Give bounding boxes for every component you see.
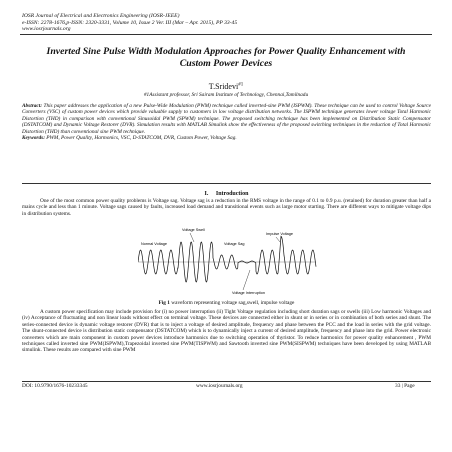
impulse-pointer [276, 237, 280, 242]
header-rule [20, 34, 432, 35]
figure-caption-label: Fig 1 [158, 300, 170, 306]
label-voltage-sag: Voltage Sag [224, 242, 245, 246]
abstract-label: Abstract: [22, 103, 43, 109]
figure-caption [22, 300, 431, 306]
author-line [40, 82, 412, 91]
journal-website[interactable]: www.iosrjournals.org [22, 26, 71, 32]
section-number: I. [204, 191, 209, 197]
footer-website[interactable]: www.iosrjournals.org [196, 383, 243, 389]
footer-page: 33 | Page [395, 383, 415, 389]
footer-rule [22, 381, 431, 382]
author-superscript: #1 [238, 82, 244, 88]
figure-caption-text: waveform representing voltage sag,swell, impulse voltage [169, 300, 295, 306]
journal-name: IOSR Journal of Electrical and Electronics Engineering (IOSR-JEEE) [22, 13, 180, 19]
section-heading [22, 191, 431, 197]
body-paragraph: A custom power specification may include provision for (i) no power interruption (ii) Tight Voltage regulation including short duration sags or swells (iii) Low harmonic Voltages and (iv) Acceptance of fluctuating and non linear loads without effect on terminal voltage. These devices are connected either in shunt or in series or in combination of both series and shunt. The series-connected device is dynamic voltage restorer (DVR) that is to inject a voltage of desired amplitude, frequency and phase between the PCC and the load in series with the grid voltage. The shunt-connected device is distribution static compensator (DSTATCOM) which is to dynamically inject a current of desired amplitude, frequency and phase into the grid. Power electronic converters which are main component in custom power devices introduce harmonics due to switching operation of thyristor. To reduce harmonics for power quality enhancement , PWM techniques called inverted sine PWM(ISPWM),Trapezoidal inverted sine PWM(TISPWM) and Sawtooth inverted sine PWM(SISPWM) techniques have been developed by using MATLAB simulink. These results are compared with sine PWM [22, 309, 431, 354]
abstract-text: This paper addresses the application of a new Pulse-Wide Modulation (PWM) technique called inverted-sine PWM (ISPWM). These technique can be used to control Voltage Source Converters (VSC) of custom power devices which provide valuable supply to customers in low voltage distribution networks. The ISPWM technique generates lower voltage Total Harmonic Distortion (THD) in comparison with conventional Sinusoidal PWM (SPWM) technique. The proposed switching technique has been implemented on Distribution Static Compensator (DSTATCOM) and Dynamic Voltage Restorer (DVR). Simulation results with MATLAB Simulink show the effectiveness of the proposed switching techniques in the reduction of Total Harmonic Distortion (THD) than conventional sine PWM technique. [22, 103, 431, 135]
label-normal-voltage: Normal Voltage [141, 242, 167, 246]
label-impulse-voltage: Impulse Voltage [266, 232, 294, 236]
interruption-pointer [243, 270, 250, 290]
label-voltage-interruption: Voltage Interruption [232, 291, 265, 295]
label-voltage-swell: Voltage Swell [182, 228, 205, 232]
paper-title: Inverted Sine Pulse Width Modulation Approaches for Power Quality Enhancement with Custom Power Devices [46, 46, 406, 69]
abstract [22, 103, 431, 141]
keywords-text: PWM, Power Quality, Harmonics, VSC, D-STATCOM, DVR, Custom Power, Voltage Sag. [44, 135, 237, 142]
intro-paragraph: One of the most common power quality problems is Voltage sag. Voltage sag is a reduction in the RMS voltage in the range of 0.1 to 0.9 p.u. (retained) for duration greater than half a mains cycle and less than 1 minute. Voltage sags caused by faults, increased load demand and transitional events such as large motor starting. There are different ways to mitigate voltage dips in distribution systems. [22, 198, 431, 217]
author-name: T.Sridevi [208, 82, 239, 91]
issn-line: e-ISSN: 2278-1676,p-ISSN: 2320-3331, Volume 10, Issue 2 Ver. III (Mar – Apr. 2015), PP 33-45 [22, 19, 238, 26]
footer-doi: DOI: 10.9790/1676-10233345 [22, 383, 88, 389]
abstract-rule [22, 183, 431, 184]
swell-pointer [190, 233, 194, 242]
section-title: Introduction [215, 191, 249, 197]
waveform-figure [138, 226, 318, 298]
keywords-label: Keywords: [22, 135, 45, 142]
author-affiliation: #1Assistant professor, Sri Sairam Institute of Technology, Chennai,Tamilnadu [143, 92, 309, 98]
